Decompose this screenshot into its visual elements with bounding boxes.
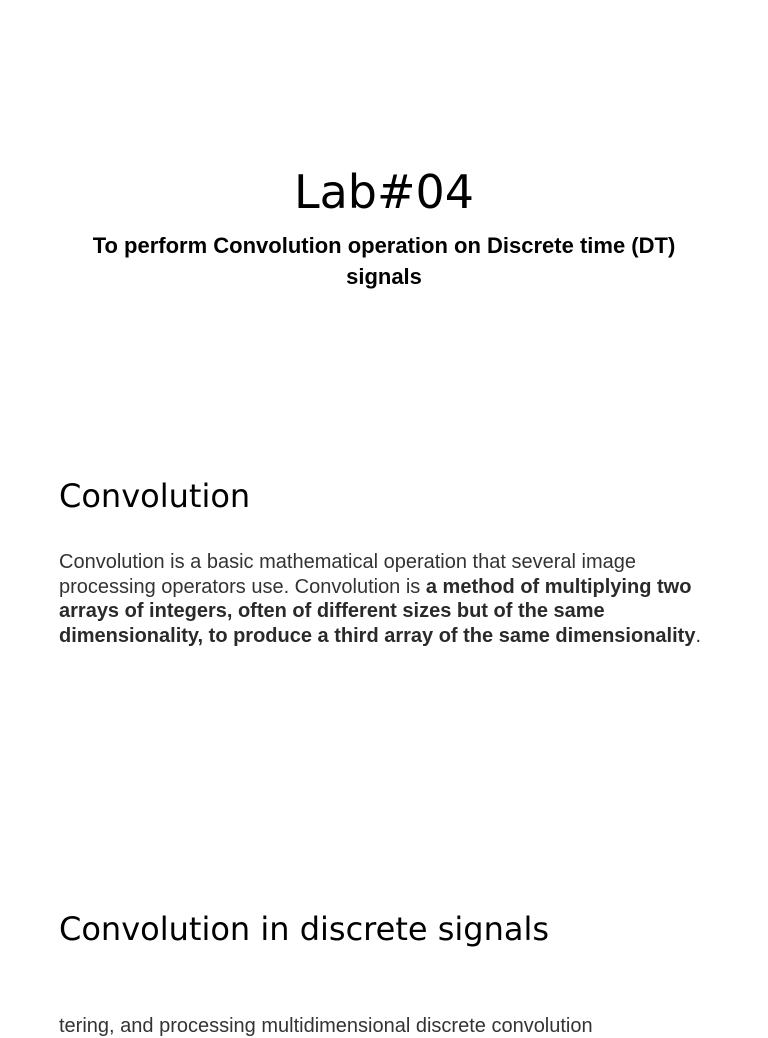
cutoff-text-line: tering, and processing multidimensional discrete convolution — [59, 1015, 593, 1037]
paragraph-text-end: . — [695, 624, 701, 647]
paragraph-text-intro: Convolution is a basic mathematical operation that several image processing operators use. Convolution is — [59, 551, 636, 598]
section-heading-convolution: Convolution — [59, 477, 251, 515]
section-heading-discrete-signals: Convolution in discrete signals — [59, 910, 550, 948]
lab-title: Lab#04 — [293, 165, 475, 219]
paragraph-text-bold: a method of multiplying two arrays of integers, often of different sizes but of the same dimensionality, to produce a third array of the same dimensionality — [59, 575, 696, 647]
convolution-paragraph — [59, 550, 719, 648]
lab-subtitle: To perform Convolution operation on Discrete time (DT) signals — [92, 233, 676, 289]
